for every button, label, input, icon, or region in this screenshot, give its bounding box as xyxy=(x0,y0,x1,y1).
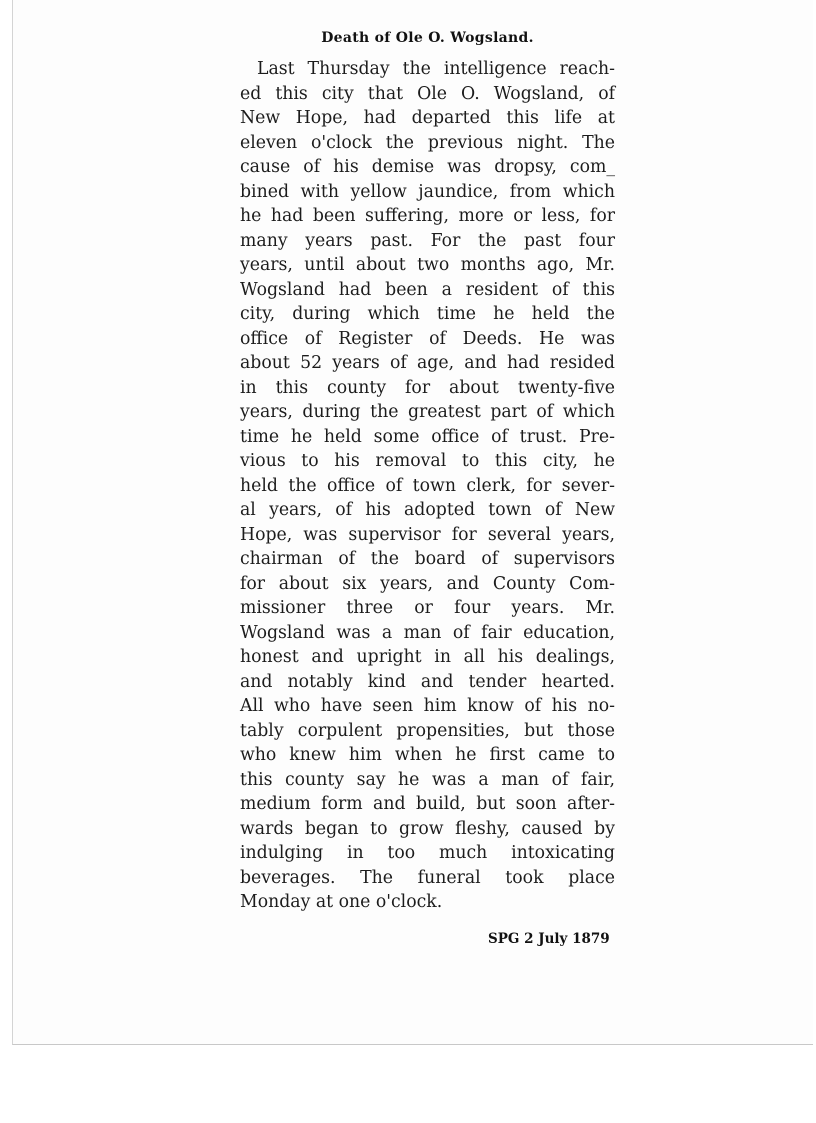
article-line: missioner three or four years. Mr. xyxy=(240,598,615,618)
article-line: tably corpulent propensities, but those xyxy=(240,720,615,741)
article-line: cause of his demise was dropsy, com_ xyxy=(240,157,615,177)
article-line: in this county for about twenty-five xyxy=(240,377,615,398)
article-line: honest and upright in all his dealings, xyxy=(240,647,615,667)
article-line: ed this city that Ole O. Wogsland, of xyxy=(240,83,615,104)
article-line: time he held some office of trust. Pre- xyxy=(240,426,615,447)
article-line: years, until about two months ago, Mr. xyxy=(240,255,615,275)
article-line: Last Thursday the intelligence reach- xyxy=(257,59,615,79)
article-line: this county say he was a man of fair, xyxy=(240,769,615,790)
article-line: eleven o'clock the previous night. The xyxy=(240,132,615,153)
article-line: beverages. The funeral took place xyxy=(240,867,615,888)
article-line: office of Register of Deeds. He was xyxy=(240,328,615,349)
article-line: Wogsland was a man of fair education, xyxy=(240,622,615,643)
article-headline: Death of Ole O. Wogsland. xyxy=(321,30,534,46)
article-line: held the office of town clerk, for sever- xyxy=(240,475,615,496)
article-line: Monday at one o'clock. xyxy=(240,892,443,912)
article-line: he had been suffering, more or less, for xyxy=(240,206,615,226)
article-line: al years, of his adopted town of New xyxy=(240,500,615,520)
article-line: Hope, was supervisor for several years, xyxy=(240,524,615,545)
article-line: about 52 years of age, and had resided xyxy=(240,353,615,373)
article-line: New Hope, had departed this life at xyxy=(240,108,615,128)
article-line: city, during which time he held the xyxy=(240,304,615,324)
article-line: years, during the greatest part of which xyxy=(240,402,615,422)
article-line: bined with yellow jaundice, from which xyxy=(240,181,615,202)
article-line: All who have seen him know of his no- xyxy=(240,696,615,716)
article-line: wards began to grow fleshy, caused by xyxy=(240,818,615,839)
article-line: many years past. For the past four xyxy=(240,230,615,251)
newspaper-clipping xyxy=(240,30,615,915)
article-line: vious to his removal to this city, he xyxy=(240,451,615,471)
article-line: who knew him when he first came to xyxy=(240,745,615,765)
article-line: chairman of the board of supervisors xyxy=(240,549,615,569)
article-line: Wogsland had been a resident of this xyxy=(240,279,615,300)
article-body xyxy=(240,57,615,915)
article-line: indulging in too much intoxicating xyxy=(240,843,615,863)
article-line: medium form and build, but soon after- xyxy=(240,794,615,814)
article-line: for about six years, and County Com- xyxy=(240,573,615,594)
source-citation: SPG 2 July 1879 xyxy=(488,931,610,947)
article-line: and notably kind and tender hearted. xyxy=(240,671,615,692)
